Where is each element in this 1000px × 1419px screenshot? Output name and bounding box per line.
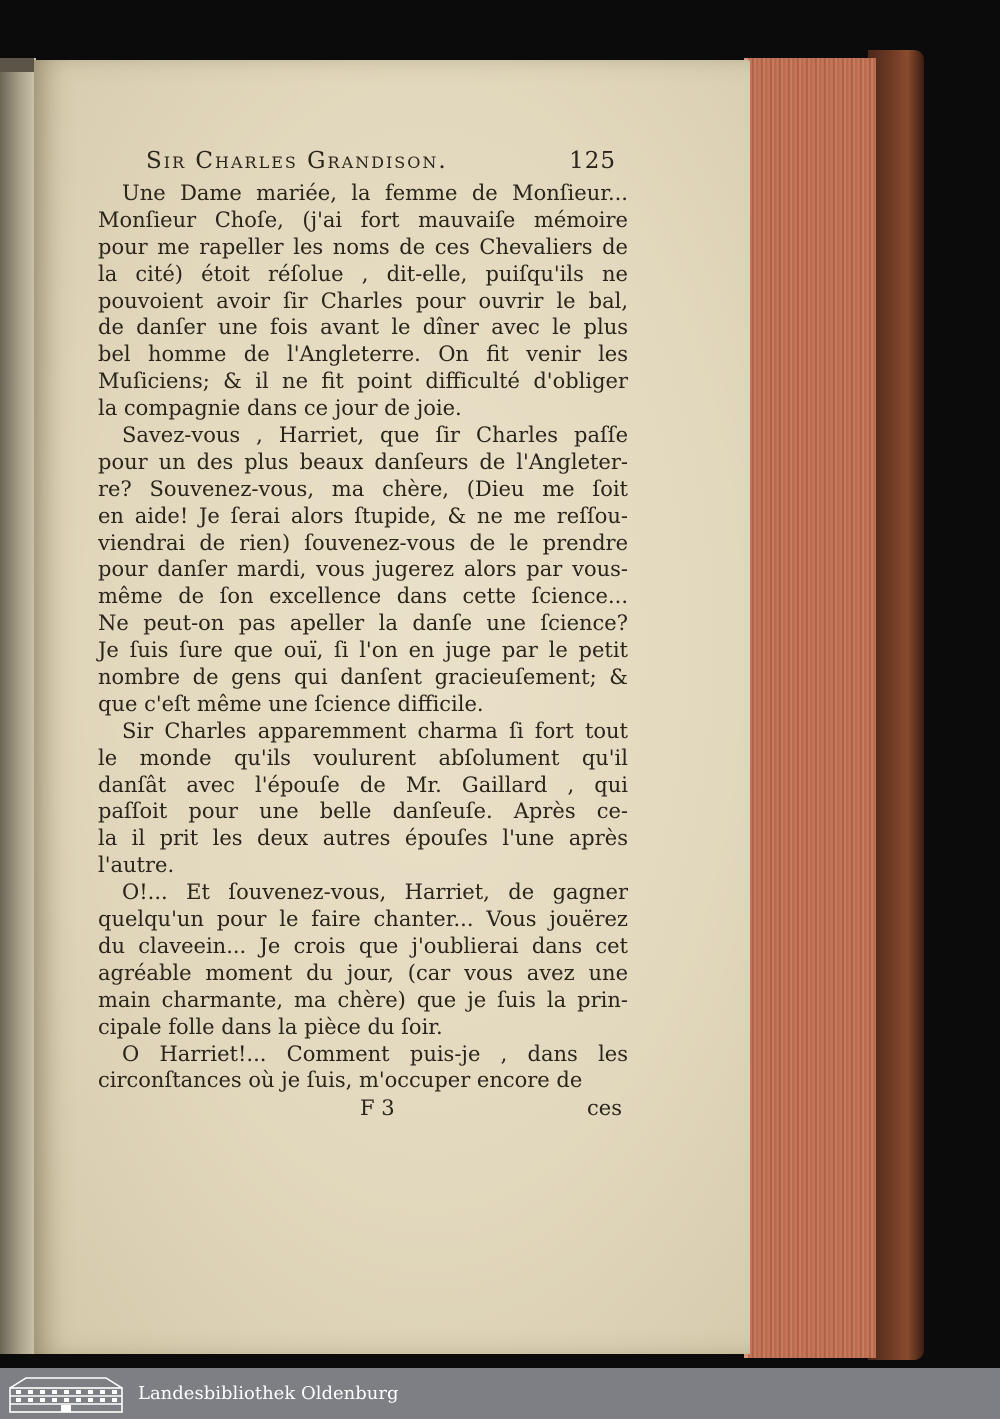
text-line: Sir Charles apparemment charma ſi fort tout	[122, 718, 628, 743]
text-line: O!... Et ſouvenez-vous, Harriet, de gagner	[122, 880, 628, 905]
book-cover	[868, 50, 924, 1360]
page-footer	[98, 1096, 628, 1126]
paragraph	[98, 422, 628, 718]
signature-mark: F 3	[360, 1096, 395, 1121]
text-line: pour me rapeller les noms de ces Chevaliers de	[98, 234, 628, 259]
text-line: cipale folle dans la pièce du ſoir.	[98, 1014, 443, 1039]
text-line: pouvoient avoir ſir Charles pour ouvrir le bal,	[98, 288, 628, 313]
page-edges	[744, 58, 876, 1358]
text-line: Muſiciens; & il ne fit point difficulté d'obliger	[98, 369, 628, 394]
body-text	[98, 180, 628, 1094]
page-number: 125	[569, 148, 616, 174]
text-line: l'autre.	[98, 853, 175, 878]
text-line: le monde qu'ils voulurent abſolument qu'il	[98, 745, 628, 770]
text-line: en aide! Je ſerai alors ſtupide, & ne me reſſou-	[98, 503, 628, 528]
paragraph	[98, 180, 628, 422]
text-line: pour danſer mardi, vous jugerez alors par vous-	[98, 557, 628, 582]
text-line: de danſer une fois avant le dîner avec le plus	[98, 315, 628, 340]
text-line: main charmante, ma chère) que je ſuis la prin-	[98, 987, 628, 1012]
institution-name: Landesbibliothek Oldenburg	[138, 1383, 399, 1404]
catchword: ces	[587, 1096, 622, 1121]
text-line: Je ſuis ſure que ouï, ſi l'on en juge par le petit	[98, 638, 628, 663]
library-banner	[0, 1368, 1000, 1419]
text-line: viendrai de rien) ſouvenez-vous de le prendre	[98, 530, 628, 555]
text-line: pour un des plus beaux danſeurs de l'Angleter-	[98, 449, 628, 474]
text-line: O Harriet!... Comment puis-je , dans les	[122, 1041, 628, 1066]
text-line: que c'eſt même une ſcience difficile.	[98, 691, 484, 716]
running-head-title: Sir Charles Grandison.	[146, 148, 448, 174]
text-line: Monſieur Choſe, (j'ai fort mauvaiſe mémoire	[98, 207, 628, 232]
text-line: la il prit les deux autres épouſes l'une après	[98, 826, 628, 851]
paragraph	[98, 1041, 628, 1095]
text-line: bel homme de l'Angleterre. On fit venir les	[98, 342, 628, 367]
text-line: Une Dame mariée, la femme de Monſieur...	[122, 181, 628, 205]
text-line: la compagnie dans ce jour de joie.	[98, 396, 462, 421]
text-line: paſſoit pour une belle danſeuſe. Après ce-	[98, 799, 628, 824]
text-line: Ne peut-on pas apeller la danſe une ſcience?	[98, 611, 628, 636]
facing-page-edge	[0, 58, 36, 1354]
library-building-icon	[6, 1374, 126, 1414]
text-line: même de ſon excellence dans cette ſcience...	[98, 584, 628, 609]
paragraph	[98, 879, 628, 1040]
text-line: circonſtances où je ſuis, m'occuper encore de	[98, 1068, 583, 1093]
text-line: danſât avec l'épouſe de Mr. Gaillard , qui	[98, 772, 628, 797]
facing-page-rim	[0, 58, 34, 72]
text-block	[98, 148, 628, 1126]
running-header	[146, 148, 616, 174]
text-line: re? Souvenez-vous, ma chère, (Dieu me ſoit	[98, 476, 628, 501]
text-line: agréable moment du jour, (car vous avez une	[98, 960, 628, 985]
text-line: Savez-vous , Harriet, que ſir Charles paſſe	[122, 423, 628, 448]
paragraph	[98, 718, 628, 879]
text-line: nombre de gens qui danſent gracieuſement; &	[98, 665, 628, 690]
text-line: la cité) étoit réſolue , dit-elle, puiſqu'ils ne	[98, 261, 628, 286]
text-line: quelqu'un pour le faire chanter... Vous jouërez	[98, 907, 628, 932]
text-line: du claveein... Je crois que j'oublierai dans cet	[98, 933, 628, 958]
